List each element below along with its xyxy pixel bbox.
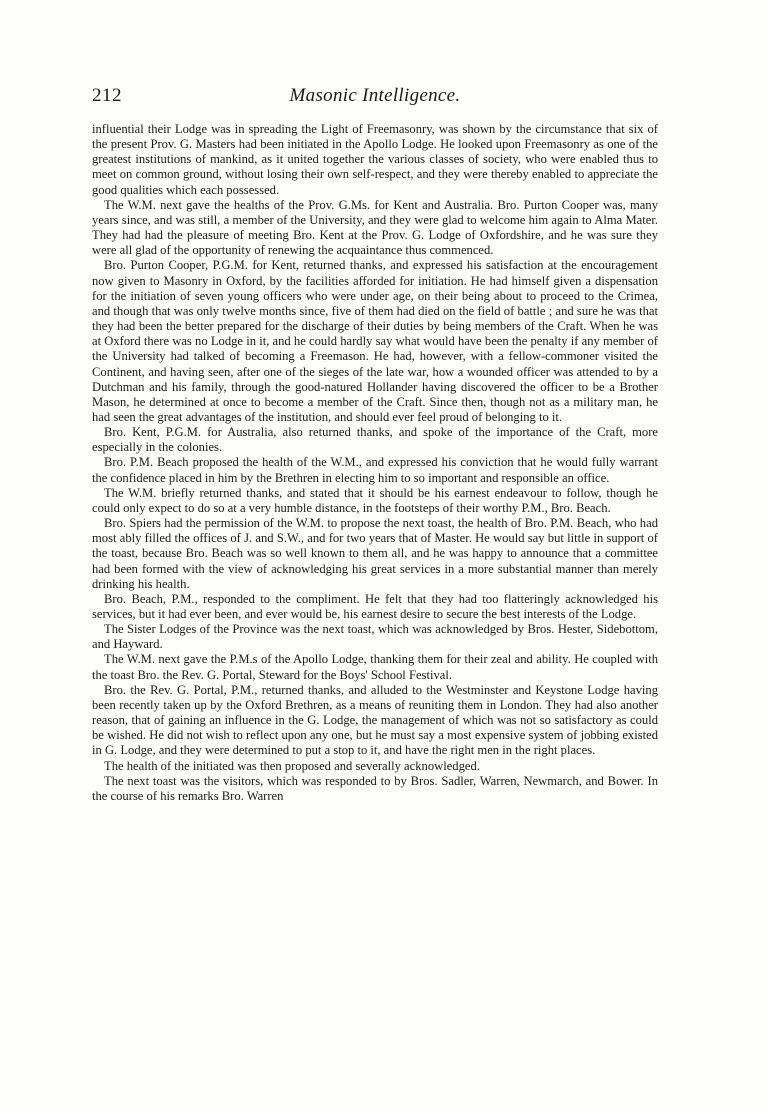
paragraph: Bro. Kent, P.G.M. for Australia, also returned thanks, and spoke of the importance of the Craft, more especially in the colonies. [92,425,658,455]
paragraph: Bro. P.M. Beach proposed the health of the W.M., and expressed his conviction that he would fully warrant the confidence placed in him by the Brethren in electing him to so important and responsible an office. [92,455,658,485]
paragraph: The W.M. next gave the P.M.s of the Apollo Lodge, thanking them for their zeal and ability. He coupled with the toast Bro. the Rev. G. Portal, Steward for the Boys' School Festival. [92,652,658,682]
page-number: 212 [92,85,122,106]
paragraph: Bro. the Rev. G. Portal, P.M., returned thanks, and alluded to the Westminster and Keystone Lodge having been recently taken up by the Oxford Brethren, as a means of reuniting them in London. They had also another reason, that of gaining an influence in the G. Lodge, the management of which was not so satisfactory as could be wished. He did not wish to reflect upon any one, but he must say a most expensive system of jobbing existed in G. Lodge, and they were determined to put a stop to it, and have the right men in the right places. [92,682,658,758]
paragraph: Bro. Purton Cooper, P.G.M. for Kent, returned thanks, and expressed his satisfaction at the encouragement now given to Masonry in Oxford, by the facilities afforded for initiation. He had himself given a dispensation for the initiation of seven young officers who were under age, on their being about to proceed to the Crimea, and though that was only twelve months since, five of them had died on the field of battle ; and sure he was that they had been the better prepared for the discharge of their duties by being members of the Craft. When he was at Oxford there was no Lodge in it, and he could hardly say what would have been the penalty if any member of the University had talked of becoming a Freemason. He had, however, with a fellow-commoner visited the Continent, and having seen, after one of the sieges of the late war, how a wounded officer was attended to by a Dutchman and his family, through the good-natured Hollander having discovered the officer to be a Brother Mason, he determined at once to become a member of the Craft. Since then, though not as a military man, he had seen the great advantages of the institution, and should ever feel proud of belonging to it. [92,258,658,424]
page-header [92,84,658,108]
article-body [92,122,658,804]
paragraph: Bro. Beach, P.M., responded to the compliment. He felt that they had too flatteringly acknowledged his services, but it had ever been, and ever would be, his earnest desire to secure the best interests of the Lodge. [92,591,658,621]
paragraph: The Sister Lodges of the Province was the next toast, which was acknowledged by Bros. Hester, Sidebottom, and Hayward. [92,622,658,652]
paragraph: Bro. Spiers had the permission of the W.M. to propose the next toast, the health of Bro. P.M. Beach, who had most ably filled the offices of J. and S.W., and for two years that of Master. He would say but little in support of the toast, because Bro. Beach was so well known to them all, and he was happy to announce that a committee had been formed with the view of acknowledging his great services in a more substantial manner than merely drinking his health. [92,516,658,591]
paragraph: The W.M. briefly returned thanks, and stated that it should be his earnest endeavour to follow, though he could only expect to do so at a very humble distance, in the footsteps of their worthy P.M., Bro. Beach. [92,485,658,515]
paragraph: influential their Lodge was in spreading the Light of Freemasonry, was shown by the circumstance that six of the present Prov. G. Masters had been initiated in the Apollo Lodge. He looked upon Freemasonry as one of the greatest institutions of mankind, as it united together the various classes of society, who were enabled thus to meet on common ground, without losing their own self-respect, and they were thereby enabled to appreciate the good qualities which each possessed. [92,122,658,197]
paragraph: The next toast was the visitors, which was responded to by Bros. Sadler, Warren, Newmarch, and Bower. In the course of his remarks Bro. Warren [92,773,658,803]
running-title: Masonic Intelligence. [289,85,461,106]
paragraph: The W.M. next gave the healths of the Prov. G.Ms. for Kent and Australia. Bro. Purton Cooper was, many years since, and was still, a member of the University, and they were glad to welcome him again to Alma Mater. They had had the pleasure of meeting Bro. Kent at the Prov. G. Lodge of Oxfordshire, and he was sure they were all glad of the opportunity of renewing the acquaintance thus commenced. [92,197,658,258]
paragraph: The health of the initiated was then proposed and severally acknowledged. [104,758,480,773]
